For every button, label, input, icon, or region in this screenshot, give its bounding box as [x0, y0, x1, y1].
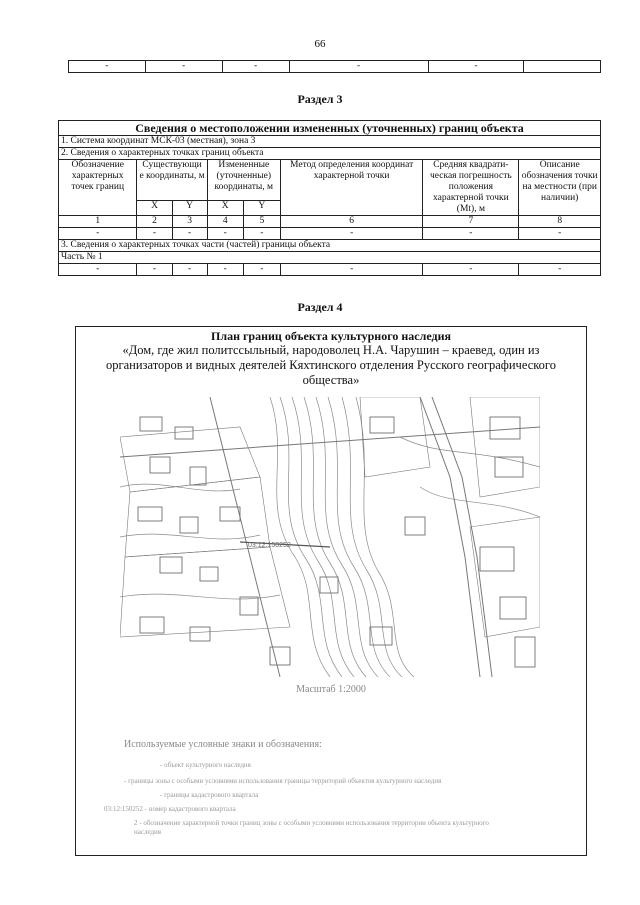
table-title: Сведения о местоположении измененных (уточненных) границ объекта — [59, 121, 601, 136]
boundary-table — [58, 120, 601, 276]
table-cell: - — [423, 228, 519, 240]
table-cell: - — [428, 61, 524, 73]
table-cell: 8 — [519, 216, 601, 228]
table-cell: 3 — [172, 216, 207, 228]
table-cell: - — [207, 264, 243, 276]
column-header: Метод определения координат характерной точки — [280, 160, 422, 216]
table-cell: - — [172, 228, 207, 240]
table-cell: - — [423, 264, 519, 276]
map-quarter-label: 03:12:150252 — [248, 542, 291, 549]
column-subheader: Y — [172, 201, 207, 216]
legend-item: - границы зоны с особыми условиями использования границы территорий объектов культурного наследия — [124, 777, 442, 785]
table-cell: - — [69, 61, 146, 73]
table-cell: - — [519, 264, 601, 276]
column-header: Обозначение характерных точек границ — [59, 160, 137, 216]
table-cell: - — [243, 228, 280, 240]
continuation-table — [68, 60, 601, 73]
table-cell: - — [289, 61, 428, 73]
table-cell: 1 — [59, 216, 137, 228]
table-cell: - — [172, 264, 207, 276]
legend-title: Используемые условные знаки и обозначения: — [124, 739, 322, 750]
table-cell: - — [243, 264, 280, 276]
table-cell: - — [222, 61, 289, 73]
table-cell: - — [280, 264, 422, 276]
table-cell: 7 — [423, 216, 519, 228]
plan-object-name: «Дом, где жил политссыльный, народоволец Н.А. Чарушин – краевед, один из организаторов и видных деятелей Кяхтинского отделения Русского географического общества» — [105, 343, 556, 387]
column-header: Измененные (уточненные) координаты, м — [207, 160, 280, 201]
part-points-header: 3. Сведения о характерных точках части (частей) границы объекта — [59, 240, 601, 252]
coord-system: 1. Система координат МСК-03 (местная), зона 3 — [59, 136, 601, 148]
table-row — [59, 228, 601, 240]
column-subheader: X — [137, 201, 172, 216]
column-header: Средняя квадрати-ческая погрешность положения характерной точки (Mt), м — [423, 160, 519, 216]
table-cell: - — [519, 228, 601, 240]
legend-item: - границы кадастрового квартала — [160, 791, 259, 799]
map-scale: Масштаб 1:2000 — [296, 684, 366, 695]
table-row — [59, 216, 601, 228]
table-cell: - — [207, 228, 243, 240]
plan-title: План границ объекта культурного наследия — [211, 329, 451, 343]
column-header: Существующи е координаты, м — [137, 160, 207, 201]
table-cell — [524, 61, 601, 73]
cadastral-map — [120, 397, 540, 677]
legend-item: 2 - обозначение характерной точки границ зоны с особыми условиями использования территории объекта культурного наследия — [134, 819, 489, 836]
table-row — [59, 264, 601, 276]
table-cell: - — [280, 228, 422, 240]
table-cell: - — [145, 61, 222, 73]
section4-title: Раздел 4 — [297, 300, 343, 314]
page-number: 66 — [314, 38, 326, 50]
table-row — [69, 61, 601, 73]
table-cell: 6 — [280, 216, 422, 228]
table-cell: 2 — [137, 216, 172, 228]
points-header: 2. Сведения о характерных точках границ объекта — [59, 148, 601, 160]
legend-item: - объект культурного наследия — [160, 761, 251, 769]
table-row — [59, 160, 601, 201]
plan-frame — [75, 326, 587, 856]
part-label: Часть № 1 — [59, 252, 601, 264]
table-cell: 5 — [243, 216, 280, 228]
table-cell: - — [59, 264, 137, 276]
table-cell: - — [137, 264, 172, 276]
column-header: Описание обозначения точки на местности (при наличии) — [519, 160, 601, 216]
section3-title: Раздел 3 — [297, 92, 343, 106]
column-subheader: X — [207, 201, 243, 216]
table-cell: - — [59, 228, 137, 240]
legend-item: 03:12:150252 - номер кадастрового квартала — [104, 805, 236, 813]
table-cell: 4 — [207, 216, 243, 228]
table-cell: - — [137, 228, 172, 240]
column-subheader: Y — [243, 201, 280, 216]
